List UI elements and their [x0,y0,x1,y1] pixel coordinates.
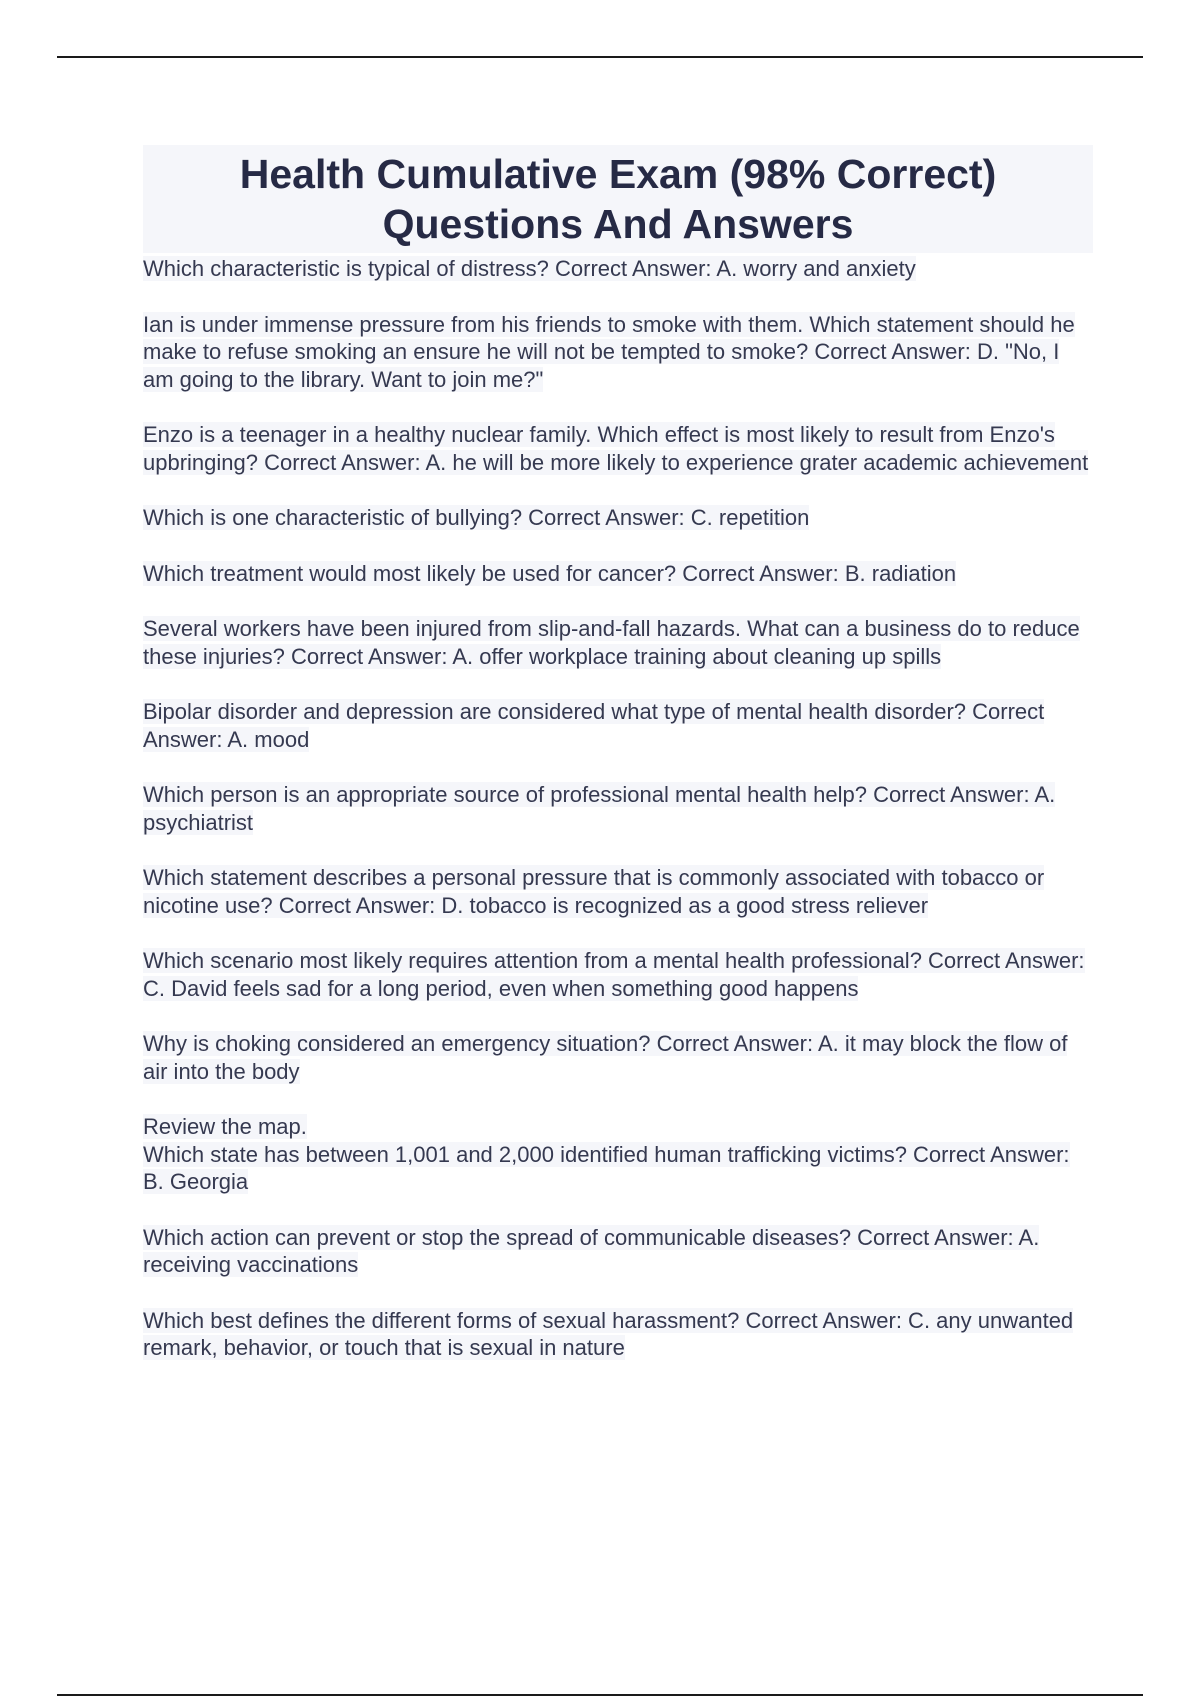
qa-item [143,1307,1093,1362]
qa-item [143,1224,1093,1279]
qa-text: Bipolar disorder and depression are considered what type of mental health disorder? Correct Answer: A. mood [143,699,1045,752]
document-title [143,145,1093,253]
qa-text: Which treatment would most likely be used for cancer? Correct Answer: B. radiation [143,560,957,586]
bottom-rule [57,1694,1143,1696]
qa-list [143,255,1093,1362]
qa-text: Which scenario most likely requires attention from a mental health professional? Correct Answer: C. David feels sad for a long period, even when something good happens [143,948,1085,1001]
document-body [143,145,1093,1390]
qa-item [143,421,1093,476]
qa-text: Which statement describes a personal pressure that is commonly associated with tobacco or nicotine use? Correct Answer: D. tobacco is recognized as a good stress reliever [143,865,1045,918]
qa-text: Enzo is a teenager in a healthy nuclear family. Which effect is most likely to result from Enzo's upbringing? Correct Answer: A. he will be more likely to experience grater academic achievement [143,422,1089,475]
qa-item [143,255,1093,283]
top-rule [57,56,1143,58]
qa-item [143,560,1093,588]
qa-text: Which characteristic is typical of distress? Correct Answer: A. worry and anxiety [143,256,916,281]
qa-item [143,781,1093,836]
qa-text: Which best defines the different forms of sexual harassment? Correct Answer: C. any unwanted remark, behavior, or touch that is sexual in nature [143,1307,1074,1360]
qa-item [143,864,1093,919]
qa-item [143,1113,1093,1196]
qa-text: Why is choking considered an emergency situation? Correct Answer: A. it may block the flow of air into the body [143,1031,1068,1084]
qa-item [143,947,1093,1002]
qa-item [143,311,1093,394]
title-line-2: Questions And Answers [382,201,854,247]
qa-item [143,1030,1093,1085]
title-line-1: Health Cumulative Exam (98% Correct) [239,151,997,197]
qa-text: Which person is an appropriate source of professional mental health help? Correct Answer: A. psychiatrist [143,782,1056,835]
qa-text: Review the map. Which state has between 1,001 and 2,000 identified human trafficking victims? Correct Answer: B. Georgia [143,1114,1070,1194]
qa-item [143,698,1093,753]
qa-text: Which action can prevent or stop the spread of communicable diseases? Correct Answer: A. receiving vaccinations [143,1224,1040,1277]
qa-text: Which is one characteristic of bullying? Correct Answer: C. repetition [143,505,810,530]
qa-item [143,504,1093,532]
qa-text: Ian is under immense pressure from his friends to smoke with them. Which statement should he make to refuse smoking an ensure he will not be tempted to smoke? Correct Answer: D. "No, I am going to the library. Want to join me?" [143,311,1075,392]
qa-text: Several workers have been injured from slip-and-fall hazards. What can a business do to reduce these injuries? Correct Answer: A. offer workplace training about cleaning up spills [143,616,1080,669]
qa-item [143,615,1093,670]
